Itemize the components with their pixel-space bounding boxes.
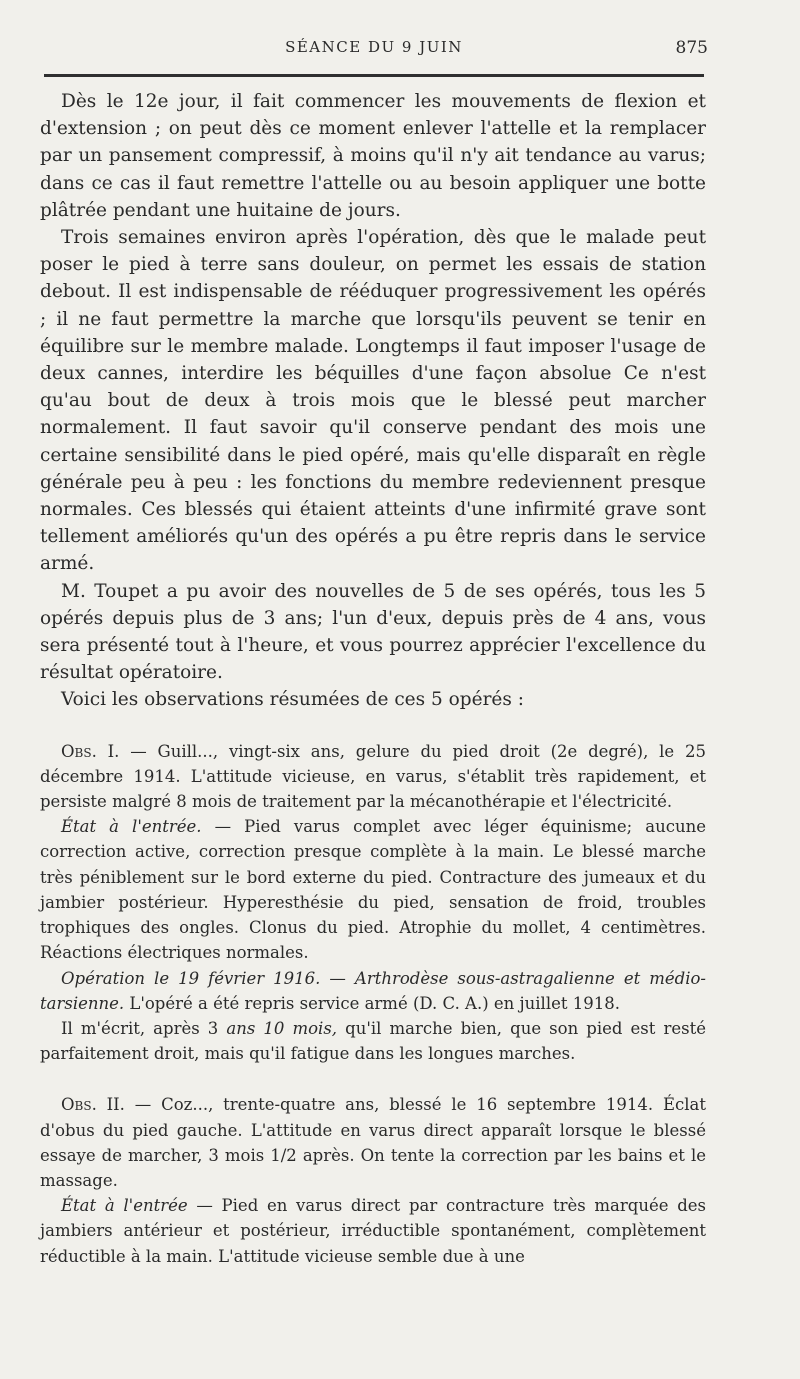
paragraph: Dès le 12e jour, il fait commencer les mouvements de flexion et d'extension ; on peut dès ce moment enlever l'attelle et la remplacer par un pansement compressif, à moins qu'il n'y ait tendance au varus; dans ce cas il faut remettre l'attelle ou au besoin appliquer une botte plâtrée pendant une huitaine de jours.: [40, 91, 706, 221]
obs-text: — Guill..., vingt-six ans, gelure du pied droit (2e degré), le 25 décembre 1914. L'attitude vicieuse, en varus, s'établit très rapidement, et persiste malgré 8 mois de traitement par la mécanothérapie et l'électricité.: [40, 741, 706, 812]
obs-paragraph: [40, 1193, 706, 1269]
text-body: [40, 88, 706, 1269]
observation-2: [40, 1092, 706, 1268]
obs-paragraph: [40, 814, 706, 965]
obs-label: Opération le 19 février 1916.: [61, 968, 321, 988]
obs-label: État à l'entrée.: [61, 817, 202, 837]
obs-text: — Pied en varus direct par contracture très marquée des jambiers antérieur et postérieur, irréductible spontanément, complètement réductible à la main. L'attitude vicieuse semble due à une: [40, 1196, 706, 1266]
obs-paragraph: [40, 966, 706, 1016]
obs-text: — Coz..., trente-quatre ans, blessé le 16 septembre 1914. Éclat d'obus du pied gauche. L'attitude en varus direct apparaît lorsque le blessé essaye de marcher, 3 mois 1/2 après. On tente la correction par les bains et le massage.: [40, 1095, 707, 1190]
obs-paragraph: [40, 739, 706, 815]
obs-heading: Obs. II.: [61, 1095, 125, 1115]
obs-label: État à l'entrée: [61, 1196, 188, 1216]
obs-italic: ans 10 mois,: [226, 1018, 338, 1038]
main-text: [40, 88, 706, 714]
paragraph: Voici les observations résumées de ces 5 opérés :: [61, 689, 524, 711]
obs-paragraph: [40, 1016, 706, 1066]
obs-paragraph: [40, 1092, 706, 1193]
running-title: SÉANCE DU 9 JUIN: [285, 38, 463, 56]
obs-text: —: [320, 968, 355, 988]
obs-text: Il m'écrit, après 3: [61, 1018, 227, 1038]
obs-heading: Obs. I.: [61, 741, 120, 761]
obs-text: L'opéré a été repris service armé (D. C. A.) en juillet 1918.: [124, 993, 620, 1013]
observation-1: [40, 739, 706, 1067]
obs-text: qu'il marche bien, que son pied est resté parfaitement droit, mais qu'il fatigue dans les longues marches.: [40, 1018, 706, 1064]
paragraph: Trois semaines environ après l'opération, dès que le malade peut poser le pied à terre sans douleur, on permet les essais de station debout. Il est indispensable de rééduquer progressivement les opérés ; il ne faut permettre la marche que lorsqu'ils peuvent se tenir en équilibre sur le membre malade. Longtemps il faut imposer l'usage de deux cannes, interdire les béquilles d'une façon absolue Ce n'est qu'au bout de deux à trois mois que le blessé peut marcher normalement. Il faut savoir qu'il conserve pendant des mois une certaine sensibilité dans le pied opéré, mais qu'elle disparaît en règle générale peu à peu : les fonctions du membre redeviennent presque normales. Ces blessés qui étaient atteints d'une infirmité grave sont tellement améliorés qu'un des opérés a pu être repris dans le service armé.: [40, 227, 706, 575]
header-rule: [44, 74, 704, 77]
obs-text: — Pied varus complet avec léger équinisme; aucune correction active, correction presque complète à la main. Le blessé marche très péniblement sur le bord externe du pied. Contracture des jumeaux et du jambier postérieur. Hyperesthésie du pied, sensation de froid, troubles trophiques des ongles. Clonus du pied. Atrophie du mollet, 4 centimètres. Réactions électriques normales.: [40, 817, 707, 963]
paragraph: M. Toupet a pu avoir des nouvelles de 5 de ses opérés, tous les 5 opérés depuis plus de 3 ans; l'un d'eux, depuis près de 4 ans, vous sera présenté tout à l'heure, et vous pourrez apprécier l'excellence du résultat opératoire.: [40, 580, 706, 684]
obs-italic: Arthrodèse sous-astragalienne et médio-tarsienne.: [40, 968, 706, 1013]
page-number: 875: [675, 38, 708, 58]
running-header: [40, 34, 708, 60]
